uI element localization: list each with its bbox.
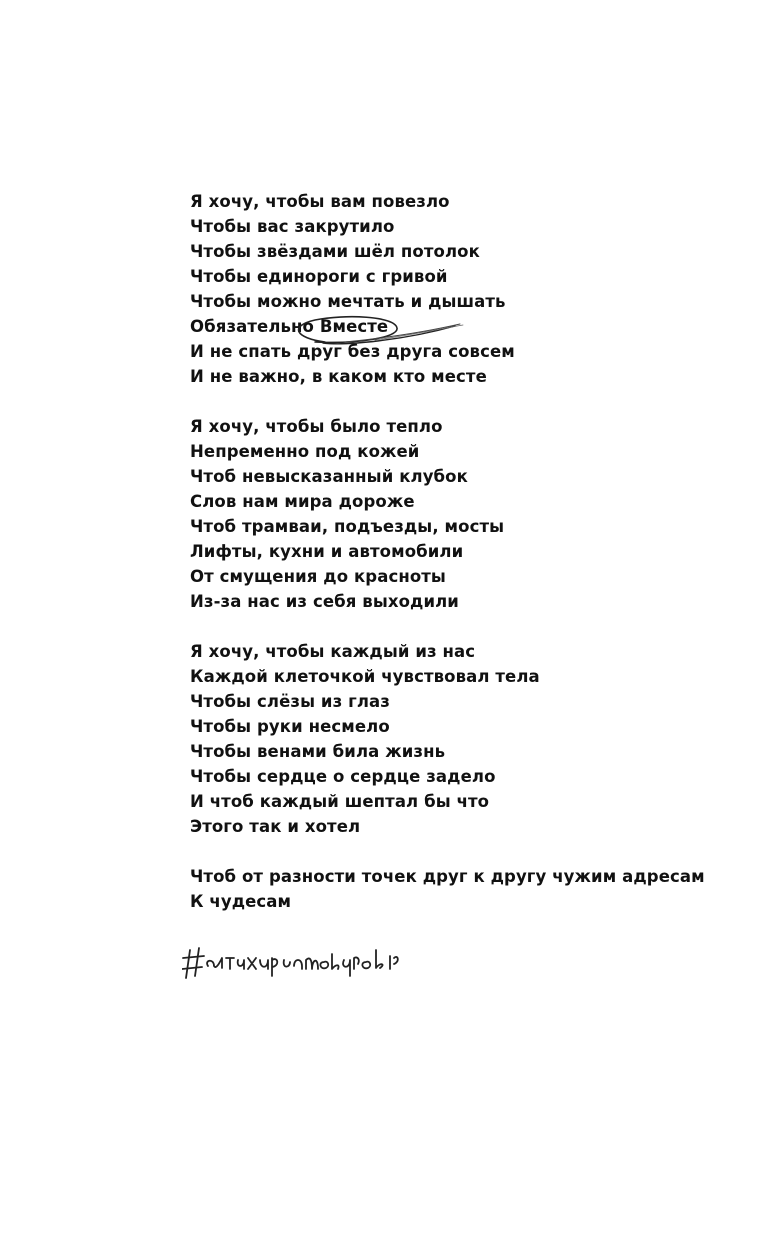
- poem-line: Чтоб от разности точек друг к другу чужим адресам: [190, 867, 705, 886]
- handwritten-hashtag-signature-icon: [182, 936, 432, 986]
- stanza-2: [190, 414, 750, 614]
- poem: [190, 189, 750, 939]
- poem-line: Лифты, кухни и автомобили: [190, 542, 464, 561]
- poem-line: Чтобы единороги с гривой: [190, 267, 448, 286]
- poem-line: Непременно под кожей: [190, 442, 420, 461]
- poem-line: Чтобы венами била жизнь: [190, 742, 446, 761]
- poem-line: Чтобы слёзы из глаз: [190, 692, 390, 711]
- poem-line: К чудесам: [190, 892, 292, 911]
- poem-line: Чтоб невысказанный клубок: [190, 467, 468, 486]
- poem-line: Чтобы можно мечтать и дышать: [190, 292, 506, 311]
- poem-line: Чтобы звёздами шёл потолок: [190, 242, 480, 261]
- poem-line: Чтобы вас закрутило: [190, 217, 395, 236]
- poem-line: Из-за нас из себя выходили: [190, 592, 459, 611]
- poem-line: Я хочу, чтобы вам повезло: [190, 192, 450, 211]
- poem-line: Чтобы сердце о сердце задело: [190, 767, 496, 786]
- poem-line: Слов нам мира дороже: [190, 492, 415, 511]
- stanza-3: [190, 639, 750, 839]
- poem-line: Обязательно Вместе: [190, 317, 389, 336]
- poem-line: Чтоб трамваи, подъезды, мосты: [190, 517, 505, 536]
- poem-line: И не важно, в каком кто месте: [190, 367, 487, 386]
- poem-line: И чтоб каждый шептал бы что: [190, 792, 490, 811]
- poem-line: Этого так и хотел: [190, 817, 361, 836]
- poem-line: Каждой клеточкой чувствовал тела: [190, 667, 540, 686]
- poem-line: Я хочу, чтобы было тепло: [190, 417, 443, 436]
- stanza-4: [190, 864, 750, 914]
- poem-line: Я хочу, чтобы каждый из нас: [190, 642, 476, 661]
- poem-line: От смущения до красноты: [190, 567, 446, 586]
- stanza-1: [190, 189, 750, 389]
- poem-line: И не спать друг без друга совсем: [190, 342, 515, 361]
- poem-line: Чтобы руки несмело: [190, 717, 390, 736]
